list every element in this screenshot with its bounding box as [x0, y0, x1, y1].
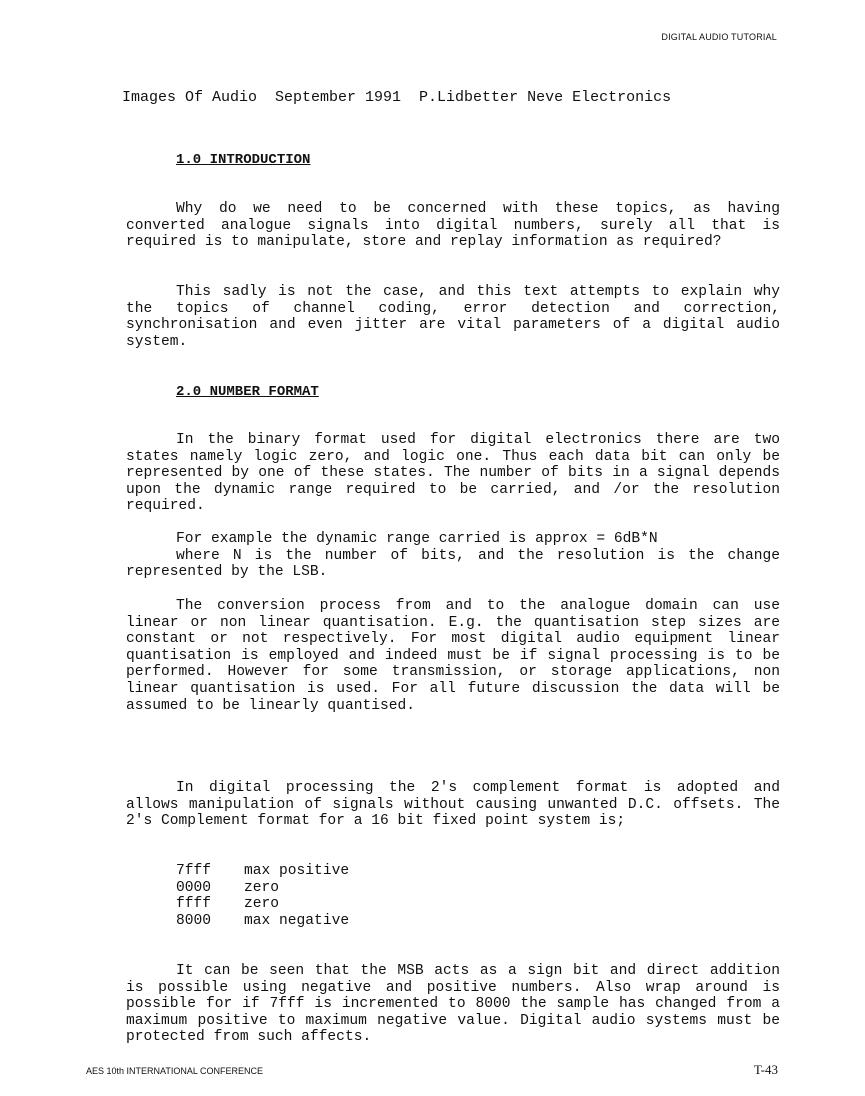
- table-row: [176, 896, 349, 913]
- twos-complement-paragraph: [126, 780, 780, 830]
- intro-paragraph-2: [126, 284, 780, 350]
- table-row: [176, 913, 349, 930]
- paragraph: where N is the number of bits, and the resolution is the change represented by the LSB.: [126, 547, 780, 581]
- code-value: 7fff: [176, 863, 212, 879]
- code-meaning: max positive: [244, 863, 350, 879]
- complement-table: [176, 863, 349, 929]
- conference-footer: AES 10th INTERNATIONAL CONFERENCE: [86, 1066, 264, 1076]
- paragraph: In digital processing the 2's complement format is adopted and allows manipulation of signals without causing unwanted D.C. offsets. The 2's Complement format for a 16 bit fixed point system is;: [126, 780, 780, 830]
- formula-line: For example the dynamic range carried is approx = 6dB*N: [176, 531, 658, 547]
- paragraph: This sadly is not the case, and this text attempts to explain why the topics of channel coding, error detection and correction, synchronisation and even jitter are vital parameters of a digital audio system.: [126, 284, 780, 350]
- code-value: ffff: [176, 896, 212, 913]
- section-heading-introduction: 1.0 INTRODUCTION: [176, 152, 311, 168]
- paragraph: In the binary format used for digital electronics there are two states namely logic zero, and logic one. Thus each data bit can only be represented by one of these states. The number of bits in a signal depends upon the dynamic range required to be carried, and /or the resolution required.: [126, 432, 780, 515]
- code-value: 0000: [176, 879, 212, 896]
- running-header: DIGITAL AUDIO TUTORIAL: [661, 32, 777, 42]
- code-value: 8000: [176, 912, 212, 929]
- section-heading-number-format: 2.0 NUMBER FORMAT: [176, 384, 319, 400]
- intro-paragraph-1: [126, 201, 780, 251]
- code-meaning: zero: [244, 896, 280, 913]
- paragraph: The conversion process from and to the analogue domain can use linear or non linear quantisation. E.g. the quantisation step sizes are constant or not respectively. For most digital audio equipment linear quantisation is employed and indeed must be if signal processing is to be performed. However for some transmission, or storage applications, non linear quantisation is used. For all future discussion the data will be assumed to be linearly quantised.: [126, 598, 780, 714]
- paragraph: It can be seen that the MSB acts as a sign bit and direct addition is possible using negative and positive numbers. Also wrap around is possible for if 7fff is incremented to 8000 the sample has changed from a maximum positive to maximum negative value. Digital audio systems must be protected from such affects.: [126, 963, 780, 1046]
- table-row: [176, 880, 349, 897]
- msb-sign-paragraph: [126, 963, 780, 1046]
- code-meaning: max negative: [244, 912, 350, 929]
- code-meaning: zero: [244, 879, 280, 896]
- number-format-paragraph-1: [126, 432, 780, 515]
- dynamic-range-formula: [126, 531, 780, 581]
- page-number: T-43: [753, 1062, 778, 1077]
- table-row: [176, 863, 349, 880]
- quantisation-paragraph: [126, 598, 780, 714]
- paragraph: Why do we need to be concerned with these topics, as having converted analogue signals into digital numbers, surely all that is required is to manipulate, store and replay information as required?: [126, 201, 780, 251]
- byline: Images Of Audio September 1991 P.Lidbetter Neve Electronics: [122, 89, 672, 106]
